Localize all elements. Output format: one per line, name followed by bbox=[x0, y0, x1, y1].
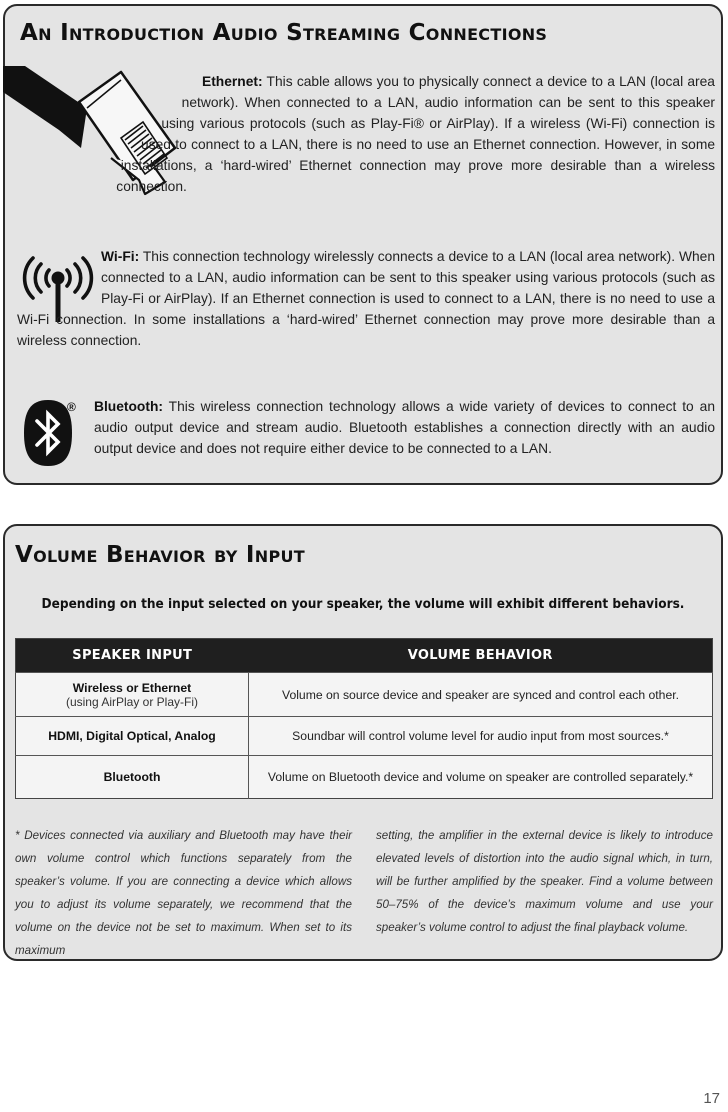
streaming-connections-panel bbox=[3, 4, 723, 485]
volume-lead-text: Depending on the input selected on your speaker, the volume will exhibit different behaviors. bbox=[41, 596, 685, 612]
footnote-column-2: setting, the amplifier in the external device is likely to introduce elevated levels of distortion into the audio signal which, in turn, will be further amplified by the speaker. Find a volume between 50–75% of the device’s maximum volume and use your speaker’s volume control to adjust the final playback volume. bbox=[376, 829, 713, 934]
wifi-label: Wi-Fi: bbox=[101, 249, 140, 264]
footnote-column-1: * Devices connected via auxiliary and Bluetooth may have their own volume control which functions separately from the speaker’s volume. If you are connecting a device which allows you to adjust its volume separately, we recommend that the volume on the device not be set to maximum. When set to its maximum bbox=[15, 829, 352, 957]
behavior-cell: Volume on source device and speaker are synced and control each other. bbox=[249, 673, 713, 717]
ethernet-paragraph bbox=[17, 71, 715, 224]
ethernet-description: This cable allows you to physically connect a device to a LAN (local area network). When connected to a LAN, audio information can be sent to this speaker using various protocols (such as Play-Fi® or AirPlay). If a wireless (Wi-Fi) connection is used to connect to a LAN, there is no need to use an Ethernet connection. However, in some installations, a ‘hard-wired’ Ethernet connection may prove more desirable than a wireless connection. bbox=[116, 74, 715, 194]
table-row bbox=[16, 717, 713, 756]
input-cell: Bluetooth bbox=[16, 756, 249, 799]
input-cell: HDMI, Digital Optical, Analog bbox=[16, 717, 249, 756]
volume-behavior-panel bbox=[3, 524, 723, 961]
table-row bbox=[16, 673, 713, 717]
ethernet-label: Ethernet: bbox=[202, 74, 263, 89]
page-number: 17 bbox=[703, 1090, 720, 1107]
section-title-volume: Volume Behavior by Input bbox=[15, 542, 305, 568]
wifi-paragraph bbox=[17, 246, 715, 351]
section-title-streaming: An Introduction Audio Streaming Connections bbox=[20, 20, 548, 46]
registered-mark: ® bbox=[67, 400, 76, 414]
volume-behavior-table bbox=[15, 638, 713, 799]
header-speaker-input: SPEAKER INPUT bbox=[16, 639, 249, 673]
bluetooth-description: This wireless connection technology allows a wide variety of devices to connect to an audio output device and stream audio. Bluetooth establishes a connection directly with an audio output device and does not require either device to be connected to a LAN. bbox=[94, 399, 715, 456]
table-row bbox=[16, 756, 713, 799]
input-cell bbox=[16, 673, 249, 717]
input-name: Wireless or Ethernet bbox=[72, 680, 192, 695]
input-subtext: (using AirPlay or Play-Fi) bbox=[65, 694, 199, 709]
wifi-description: This connection technology wirelessly connects a device to a LAN (local area network). When connected to a LAN, audio information can be sent to this speaker using various protocols (such as Play-Fi or AirPlay). If an Ethernet connection is used to connect to a LAN, there is no need to use a Wi-Fi connection. In some installations a ‘hard-wired’ Ethernet connection may prove more desirable than a wireless connection. bbox=[17, 249, 715, 348]
bluetooth-paragraph bbox=[17, 396, 715, 462]
header-volume-behavior: VOLUME BEHAVIOR bbox=[249, 639, 713, 673]
bluetooth-label: Bluetooth: bbox=[94, 399, 163, 414]
behavior-cell: Soundbar will control volume level for audio input from most sources.* bbox=[249, 717, 713, 756]
table-header-row bbox=[16, 639, 713, 673]
behavior-cell: Volume on Bluetooth device and volume on speaker are controlled separately.* bbox=[249, 756, 713, 799]
